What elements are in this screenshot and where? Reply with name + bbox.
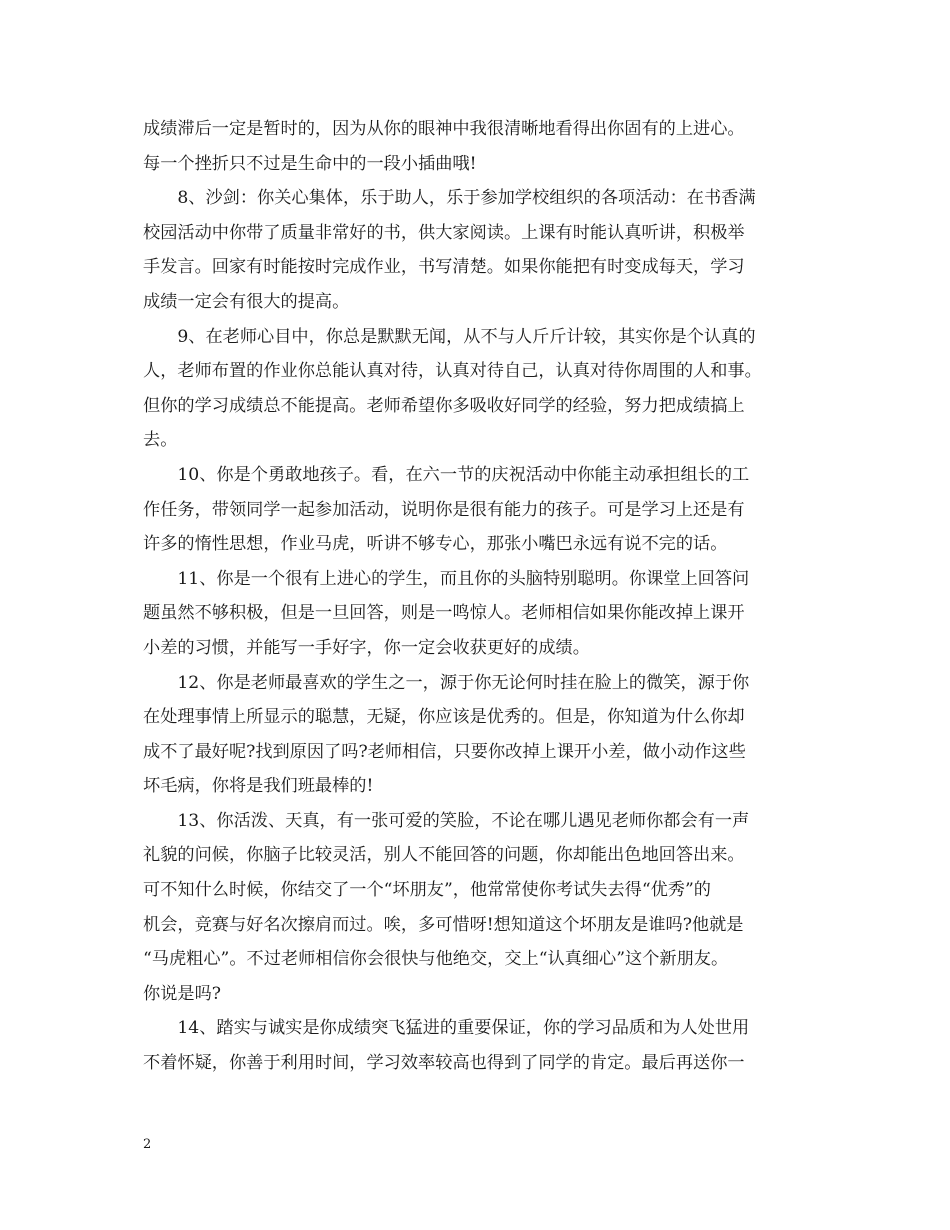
text-line: 10、你是个勇敢地孩子。看，在六一节的庆祝活动中你能主动承担组长的工 [143,464,750,485]
text-line: 11、你是一个很有上进心的学生，而且你的头脑特别聪明。你课堂上回答问 [143,568,750,589]
text-line: 机会，竞赛与好名次擦肩而过。唉，多可惜呀!想知道这个坏朋友是谁吗?他就是 [143,914,744,935]
text-line: 校园活动中你带了质量非常好的书，供大家阅读。上课有时能认真听讲，积极举 [143,222,745,243]
text-line: 作任务，带领同学一起参加活动，说明你是很有能力的孩子。可是学习上还是有 [143,499,745,520]
text-line: 坏毛病，你将是我们班最棒的! [143,776,374,797]
text-line: 可不知什么时候，你结交了一个“坏朋友”，他常常使你考试失去得“优秀”的 [143,880,711,901]
text-line: 礼貌的问候，你脑子比较灵活，别人不能回答的问题，你却能出色地回答出来。 [143,845,745,866]
text-line: 8、沙剑：你关心集体，乐于助人，乐于参加学校组织的各项活动：在书香满 [143,188,756,209]
page-number: 2 [143,1137,152,1152]
text-line: 成不了最好呢?找到原因了吗?老师相信，只要你改掉上课开小差，做小动作这些 [143,741,746,762]
text-line: 小差的习惯，并能写一手好字，你一定会收获更好的成绩。 [143,637,590,658]
text-line: “马虎粗心”。不过老师相信你会很快与他绝交，交上“认真细心”这个新朋友。 [143,949,729,970]
text-line: 许多的惰性思想，作业马虎，听讲不够专心，那张小嘴巴永远有说不完的话。 [143,534,728,555]
text-line: 每一个挫折只不过是生命中的一段小插曲哦! [143,153,477,174]
text-line: 题虽然不够积极，但是一旦回答，则是一鸣惊人。老师相信如果你能改掉上课开 [143,603,745,624]
text-line: 13、你活泼、天真，有一张可爱的笑脸，不论在哪儿遇见老师你都会有一声 [143,810,750,831]
text-line: 14、踏实与诚实是你成绩突飞猛进的重要保证，你的学习品质和为人处世用 [143,1018,750,1039]
text-line: 成绩滞后一定是暂时的，因为从你的眼神中我很清晰地看得出你固有的上进心。 [143,119,745,139]
text-line: 人，老师布置的作业你总能认真对待，认真对待自己，认真对待你周围的人和事。 [143,361,762,382]
text-line: 在处理事情上所显示的聪慧，无疑，你应该是优秀的。但是，你知道为什么你却 [143,707,745,728]
text-line: 9、在老师心目中，你总是默默无闻，从不与人斤斤计较，其实你是个认真的 [143,326,756,347]
text-line: 你说是吗? [143,983,221,1004]
text-line: 去。 [143,430,178,451]
document-body [143,112,825,1081]
text-line: 成绩一定会有很大的提高。 [143,291,350,312]
text-line: 不着怀疑，你善于利用时间，学习效率较高也得到了同学的肯定。最后再送你一 [143,1053,745,1074]
text-line: 12、你是老师最喜欢的学生之一，源于你无论何时挂在脸上的微笑，源于你 [143,672,750,693]
text-line: 手发言。回家有时能按时完成作业，书写清楚。如果你能把有时变成每天，学习 [143,257,745,278]
text-line: 但你的学习成绩总不能提高。老师希望你多吸收好同学的经验，努力把成绩搞上 [143,395,745,416]
